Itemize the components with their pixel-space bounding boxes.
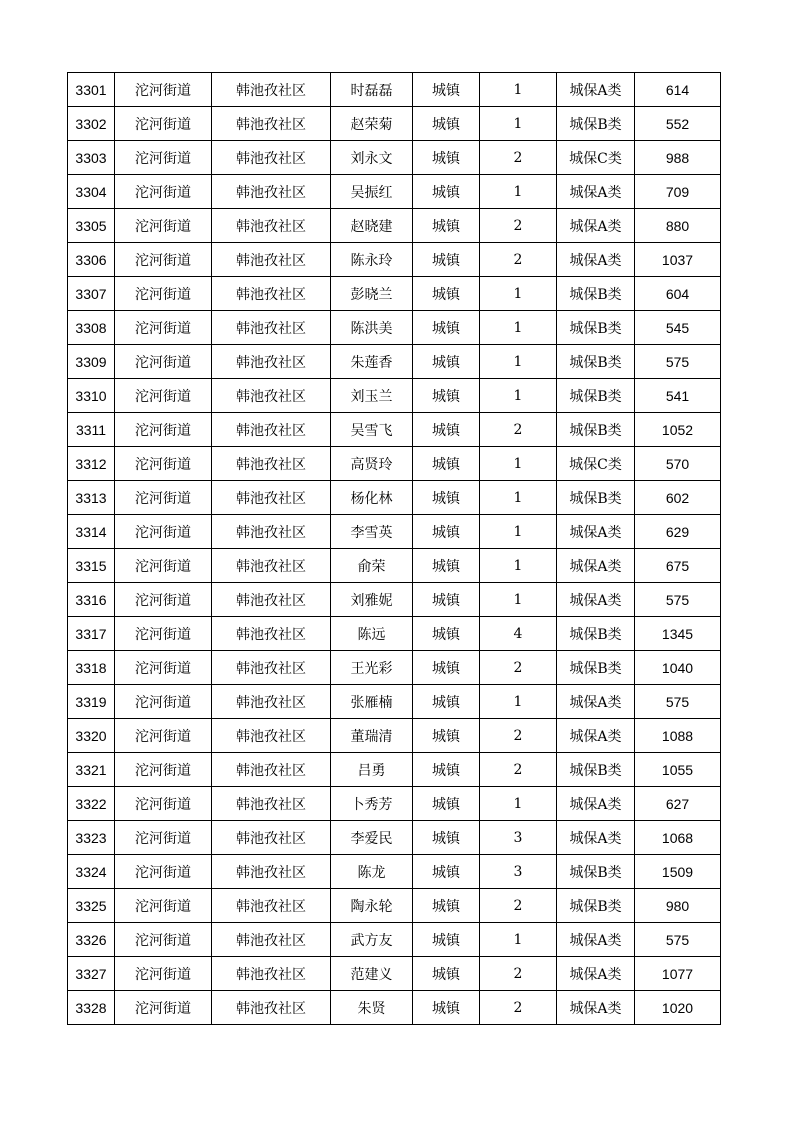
cell-category: 城保A类	[557, 719, 635, 753]
cell-community: 韩池孜社区	[212, 515, 331, 549]
table-row	[68, 345, 721, 379]
cell-amount: 1088	[635, 719, 721, 753]
cell-name: 赵荣菊	[331, 107, 413, 141]
cell-amount: 988	[635, 141, 721, 175]
cell-area: 城镇	[413, 991, 480, 1025]
cell-community: 韩池孜社区	[212, 855, 331, 889]
cell-household-count: 2	[480, 889, 557, 923]
cell-household-count: 2	[480, 209, 557, 243]
table-row	[68, 583, 721, 617]
cell-street: 沱河街道	[115, 243, 212, 277]
cell-id: 3310	[68, 379, 115, 413]
cell-amount: 575	[635, 345, 721, 379]
table-row	[68, 685, 721, 719]
cell-name: 李爱民	[331, 821, 413, 855]
cell-name: 陈洪美	[331, 311, 413, 345]
cell-household-count: 1	[480, 107, 557, 141]
table-row	[68, 447, 721, 481]
cell-category: 城保A类	[557, 73, 635, 107]
table-row	[68, 413, 721, 447]
cell-name: 俞荣	[331, 549, 413, 583]
cell-category: 城保A类	[557, 923, 635, 957]
table-row	[68, 73, 721, 107]
cell-category: 城保B类	[557, 481, 635, 515]
cell-id: 3307	[68, 277, 115, 311]
cell-area: 城镇	[413, 651, 480, 685]
cell-category: 城保B类	[557, 379, 635, 413]
cell-name: 董瑞清	[331, 719, 413, 753]
cell-street: 沱河街道	[115, 753, 212, 787]
cell-area: 城镇	[413, 549, 480, 583]
cell-name: 张雁楠	[331, 685, 413, 719]
cell-community: 韩池孜社区	[212, 209, 331, 243]
cell-street: 沱河街道	[115, 685, 212, 719]
table-row	[68, 617, 721, 651]
cell-id: 3306	[68, 243, 115, 277]
cell-id: 3304	[68, 175, 115, 209]
cell-area: 城镇	[413, 175, 480, 209]
cell-name: 陶永轮	[331, 889, 413, 923]
cell-category: 城保A类	[557, 685, 635, 719]
cell-area: 城镇	[413, 957, 480, 991]
cell-category: 城保C类	[557, 447, 635, 481]
cell-amount: 545	[635, 311, 721, 345]
cell-amount: 880	[635, 209, 721, 243]
table-row	[68, 991, 721, 1025]
cell-area: 城镇	[413, 923, 480, 957]
cell-household-count: 1	[480, 447, 557, 481]
cell-area: 城镇	[413, 719, 480, 753]
cell-category: 城保A类	[557, 821, 635, 855]
cell-category: 城保B类	[557, 651, 635, 685]
cell-category: 城保A类	[557, 787, 635, 821]
cell-name: 卜秀芳	[331, 787, 413, 821]
cell-id: 3317	[68, 617, 115, 651]
cell-household-count: 3	[480, 821, 557, 855]
cell-name: 陈远	[331, 617, 413, 651]
cell-area: 城镇	[413, 379, 480, 413]
cell-amount: 1055	[635, 753, 721, 787]
cell-community: 韩池孜社区	[212, 957, 331, 991]
cell-category: 城保A类	[557, 515, 635, 549]
cell-id: 3322	[68, 787, 115, 821]
table-row	[68, 753, 721, 787]
cell-area: 城镇	[413, 311, 480, 345]
cell-id: 3321	[68, 753, 115, 787]
cell-amount: 1020	[635, 991, 721, 1025]
cell-area: 城镇	[413, 787, 480, 821]
cell-street: 沱河街道	[115, 617, 212, 651]
cell-street: 沱河街道	[115, 855, 212, 889]
cell-community: 韩池孜社区	[212, 753, 331, 787]
cell-area: 城镇	[413, 753, 480, 787]
cell-category: 城保B类	[557, 107, 635, 141]
cell-area: 城镇	[413, 617, 480, 651]
cell-community: 韩池孜社区	[212, 991, 331, 1025]
cell-id: 3327	[68, 957, 115, 991]
cell-community: 韩池孜社区	[212, 277, 331, 311]
cell-category: 城保C类	[557, 141, 635, 175]
cell-amount: 614	[635, 73, 721, 107]
table-row	[68, 923, 721, 957]
cell-id: 3313	[68, 481, 115, 515]
cell-amount: 575	[635, 685, 721, 719]
cell-area: 城镇	[413, 107, 480, 141]
cell-category: 城保A类	[557, 957, 635, 991]
cell-id: 3319	[68, 685, 115, 719]
cell-area: 城镇	[413, 889, 480, 923]
cell-id: 3324	[68, 855, 115, 889]
cell-id: 3320	[68, 719, 115, 753]
table-row	[68, 141, 721, 175]
cell-amount: 602	[635, 481, 721, 515]
cell-street: 沱河街道	[115, 311, 212, 345]
cell-street: 沱河街道	[115, 957, 212, 991]
cell-street: 沱河街道	[115, 651, 212, 685]
cell-category: 城保B类	[557, 889, 635, 923]
cell-name: 朱莲香	[331, 345, 413, 379]
cell-community: 韩池孜社区	[212, 583, 331, 617]
cell-street: 沱河街道	[115, 379, 212, 413]
cell-area: 城镇	[413, 73, 480, 107]
cell-household-count: 1	[480, 685, 557, 719]
cell-name: 武方友	[331, 923, 413, 957]
cell-name: 陈永玲	[331, 243, 413, 277]
cell-street: 沱河街道	[115, 345, 212, 379]
cell-community: 韩池孜社区	[212, 787, 331, 821]
cell-category: 城保A类	[557, 175, 635, 209]
table-row	[68, 889, 721, 923]
cell-id: 3303	[68, 141, 115, 175]
cell-area: 城镇	[413, 515, 480, 549]
cell-amount: 627	[635, 787, 721, 821]
cell-amount: 575	[635, 583, 721, 617]
cell-amount: 675	[635, 549, 721, 583]
cell-household-count: 1	[480, 379, 557, 413]
table-row	[68, 651, 721, 685]
table-row	[68, 821, 721, 855]
cell-category: 城保B类	[557, 617, 635, 651]
cell-community: 韩池孜社区	[212, 889, 331, 923]
cell-street: 沱河街道	[115, 413, 212, 447]
cell-street: 沱河街道	[115, 107, 212, 141]
cell-category: 城保A类	[557, 583, 635, 617]
cell-household-count: 1	[480, 923, 557, 957]
cell-category: 城保B类	[557, 753, 635, 787]
cell-id: 3308	[68, 311, 115, 345]
cell-area: 城镇	[413, 855, 480, 889]
cell-community: 韩池孜社区	[212, 243, 331, 277]
cell-household-count: 3	[480, 855, 557, 889]
cell-street: 沱河街道	[115, 481, 212, 515]
cell-household-count: 1	[480, 277, 557, 311]
cell-name: 李雪英	[331, 515, 413, 549]
cell-street: 沱河街道	[115, 209, 212, 243]
cell-household-count: 1	[480, 515, 557, 549]
cell-amount: 1077	[635, 957, 721, 991]
cell-household-count: 1	[480, 549, 557, 583]
cell-community: 韩池孜社区	[212, 175, 331, 209]
cell-id: 3314	[68, 515, 115, 549]
cell-amount: 1068	[635, 821, 721, 855]
cell-street: 沱河街道	[115, 821, 212, 855]
cell-community: 韩池孜社区	[212, 923, 331, 957]
cell-street: 沱河街道	[115, 583, 212, 617]
cell-area: 城镇	[413, 141, 480, 175]
cell-household-count: 2	[480, 651, 557, 685]
cell-id: 3315	[68, 549, 115, 583]
cell-category: 城保A类	[557, 243, 635, 277]
table-row	[68, 855, 721, 889]
cell-category: 城保B类	[557, 277, 635, 311]
table-row	[68, 379, 721, 413]
cell-category: 城保A类	[557, 209, 635, 243]
cell-id: 3323	[68, 821, 115, 855]
cell-street: 沱河街道	[115, 141, 212, 175]
table-row	[68, 277, 721, 311]
cell-id: 3305	[68, 209, 115, 243]
cell-household-count: 2	[480, 991, 557, 1025]
cell-street: 沱河街道	[115, 447, 212, 481]
cell-name: 范建义	[331, 957, 413, 991]
cell-household-count: 4	[480, 617, 557, 651]
cell-name: 吕勇	[331, 753, 413, 787]
cell-community: 韩池孜社区	[212, 73, 331, 107]
cell-amount: 1509	[635, 855, 721, 889]
cell-area: 城镇	[413, 583, 480, 617]
cell-id: 3309	[68, 345, 115, 379]
cell-community: 韩池孜社区	[212, 413, 331, 447]
cell-household-count: 2	[480, 413, 557, 447]
cell-area: 城镇	[413, 685, 480, 719]
cell-name: 彭晓兰	[331, 277, 413, 311]
table-row	[68, 719, 721, 753]
cell-household-count: 2	[480, 957, 557, 991]
cell-street: 沱河街道	[115, 719, 212, 753]
cell-amount: 1345	[635, 617, 721, 651]
cell-community: 韩池孜社区	[212, 107, 331, 141]
cell-household-count: 1	[480, 73, 557, 107]
table-row	[68, 787, 721, 821]
cell-id: 3325	[68, 889, 115, 923]
cell-household-count: 2	[480, 753, 557, 787]
roster-table	[67, 72, 721, 1025]
cell-community: 韩池孜社区	[212, 617, 331, 651]
cell-community: 韩池孜社区	[212, 447, 331, 481]
cell-name: 陈龙	[331, 855, 413, 889]
cell-name: 赵晓建	[331, 209, 413, 243]
cell-area: 城镇	[413, 243, 480, 277]
cell-category: 城保B类	[557, 345, 635, 379]
cell-name: 高贤玲	[331, 447, 413, 481]
cell-amount: 709	[635, 175, 721, 209]
roster-table-body	[68, 73, 721, 1025]
cell-community: 韩池孜社区	[212, 311, 331, 345]
cell-street: 沱河街道	[115, 923, 212, 957]
cell-amount: 604	[635, 277, 721, 311]
cell-community: 韩池孜社区	[212, 549, 331, 583]
cell-household-count: 1	[480, 583, 557, 617]
cell-category: 城保A类	[557, 991, 635, 1025]
cell-area: 城镇	[413, 209, 480, 243]
cell-community: 韩池孜社区	[212, 345, 331, 379]
cell-street: 沱河街道	[115, 991, 212, 1025]
cell-amount: 541	[635, 379, 721, 413]
cell-id: 3316	[68, 583, 115, 617]
cell-household-count: 2	[480, 243, 557, 277]
cell-household-count: 1	[480, 311, 557, 345]
cell-amount: 1052	[635, 413, 721, 447]
cell-name: 刘玉兰	[331, 379, 413, 413]
table-row	[68, 481, 721, 515]
cell-area: 城镇	[413, 821, 480, 855]
cell-area: 城镇	[413, 413, 480, 447]
cell-street: 沱河街道	[115, 787, 212, 821]
cell-name: 刘雅妮	[331, 583, 413, 617]
cell-household-count: 1	[480, 787, 557, 821]
cell-id: 3312	[68, 447, 115, 481]
cell-community: 韩池孜社区	[212, 821, 331, 855]
cell-amount: 980	[635, 889, 721, 923]
cell-category: 城保B类	[557, 413, 635, 447]
table-row	[68, 957, 721, 991]
cell-name: 时磊磊	[331, 73, 413, 107]
cell-street: 沱河街道	[115, 175, 212, 209]
table-row	[68, 243, 721, 277]
cell-area: 城镇	[413, 447, 480, 481]
cell-amount: 575	[635, 923, 721, 957]
table-row	[68, 209, 721, 243]
cell-id: 3318	[68, 651, 115, 685]
cell-area: 城镇	[413, 277, 480, 311]
cell-household-count: 1	[480, 481, 557, 515]
cell-street: 沱河街道	[115, 73, 212, 107]
cell-community: 韩池孜社区	[212, 651, 331, 685]
cell-id: 3301	[68, 73, 115, 107]
cell-amount: 570	[635, 447, 721, 481]
cell-name: 刘永文	[331, 141, 413, 175]
cell-id: 3311	[68, 413, 115, 447]
cell-household-count: 1	[480, 175, 557, 209]
cell-street: 沱河街道	[115, 889, 212, 923]
cell-household-count: 2	[480, 141, 557, 175]
cell-amount: 552	[635, 107, 721, 141]
cell-street: 沱河街道	[115, 549, 212, 583]
table-row	[68, 549, 721, 583]
cell-category: 城保A类	[557, 549, 635, 583]
cell-name: 王光彩	[331, 651, 413, 685]
cell-id: 3302	[68, 107, 115, 141]
cell-id: 3328	[68, 991, 115, 1025]
cell-name: 朱贤	[331, 991, 413, 1025]
table-row	[68, 515, 721, 549]
cell-name: 吴雪飞	[331, 413, 413, 447]
cell-area: 城镇	[413, 345, 480, 379]
table-row	[68, 175, 721, 209]
cell-community: 韩池孜社区	[212, 141, 331, 175]
cell-amount: 1037	[635, 243, 721, 277]
cell-street: 沱河街道	[115, 277, 212, 311]
table-row	[68, 107, 721, 141]
table-row	[68, 311, 721, 345]
cell-amount: 1040	[635, 651, 721, 685]
cell-street: 沱河街道	[115, 515, 212, 549]
cell-community: 韩池孜社区	[212, 719, 331, 753]
cell-household-count: 1	[480, 345, 557, 379]
cell-id: 3326	[68, 923, 115, 957]
cell-household-count: 2	[480, 719, 557, 753]
cell-area: 城镇	[413, 481, 480, 515]
cell-name: 杨化林	[331, 481, 413, 515]
cell-amount: 629	[635, 515, 721, 549]
cell-community: 韩池孜社区	[212, 481, 331, 515]
cell-community: 韩池孜社区	[212, 379, 331, 413]
cell-community: 韩池孜社区	[212, 685, 331, 719]
cell-category: 城保B类	[557, 855, 635, 889]
cell-category: 城保B类	[557, 311, 635, 345]
cell-name: 吴振红	[331, 175, 413, 209]
